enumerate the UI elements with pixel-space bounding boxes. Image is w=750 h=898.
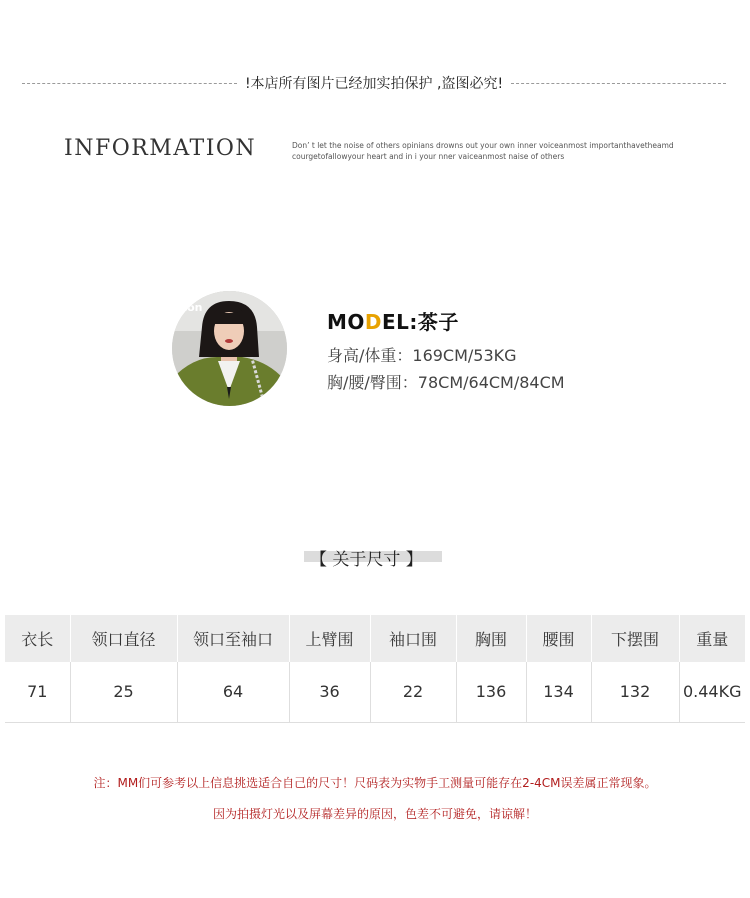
cell-chest: 136 <box>456 662 526 722</box>
information-description <box>292 140 712 162</box>
cell-collar-to-cuff: 64 <box>177 662 289 722</box>
measurement-note: 注：MM们可参考以上信息挑选适合自己的尺寸！尺码表为实物手工测量可能存在2-4CM误差属正常现象。 <box>93 776 657 790</box>
header-hem: 下摆围 <box>591 615 679 662</box>
size-title-text: 【 关于尺寸 】 <box>310 550 423 570</box>
information-title: INFORMATION <box>64 136 257 161</box>
size-section-title <box>304 545 442 570</box>
information-desc-line-2: courgetofallowyour heart and in i your nner vaiceanmost naise of others <box>292 152 565 161</box>
header-waist: 腰围 <box>526 615 591 662</box>
size-table-header-row <box>5 615 745 662</box>
color-difference-note: 因为拍摄灯光以及屏幕差异的原因，色差不可避免，请谅解！ <box>212 807 537 821</box>
cell-cuff: 22 <box>370 662 456 722</box>
notice-divider-left <box>22 83 237 84</box>
model-name <box>327 306 459 335</box>
table-row <box>5 662 745 722</box>
cell-hem: 132 <box>591 662 679 722</box>
model-avatar <box>172 291 287 406</box>
model-name-accent: D <box>364 310 383 334</box>
notice-text: !本店所有图片已经加实拍保护 ,盗图必究! <box>244 76 504 92</box>
header-collar-to-cuff: 领口至袖口 <box>177 615 289 662</box>
model-name-prefix: MO <box>327 310 365 334</box>
model-height-weight: 身高/体重：169CM/53KG <box>327 346 517 365</box>
header-length: 衣长 <box>5 615 70 662</box>
model-measurements: 胸/腰/臀围：78CM/64CM/84CM <box>327 373 565 392</box>
cell-weight: 0.44KG <box>679 662 745 722</box>
avatar-background-text: xon <box>180 301 203 314</box>
cell-waist: 134 <box>526 662 591 722</box>
model-name-suffix: EL:茶子 <box>382 310 459 334</box>
cell-upper-arm: 36 <box>289 662 370 722</box>
header-weight: 重量 <box>679 615 745 662</box>
information-desc-line-1: Don’ t let the noise of others opinians drowns out your own inner voiceanmost importanthavetheamd <box>292 141 674 150</box>
header-chest: 胸围 <box>456 615 526 662</box>
header-upper-arm: 上臂围 <box>289 615 370 662</box>
cell-collar-diameter: 25 <box>70 662 177 722</box>
notice-divider-right <box>511 83 726 84</box>
cell-length: 71 <box>5 662 70 722</box>
header-cuff: 袖口围 <box>370 615 456 662</box>
copyright-notice <box>22 72 726 94</box>
size-table <box>5 615 745 723</box>
model-photo <box>172 291 287 406</box>
header-collar-diameter: 领口直径 <box>70 615 177 662</box>
